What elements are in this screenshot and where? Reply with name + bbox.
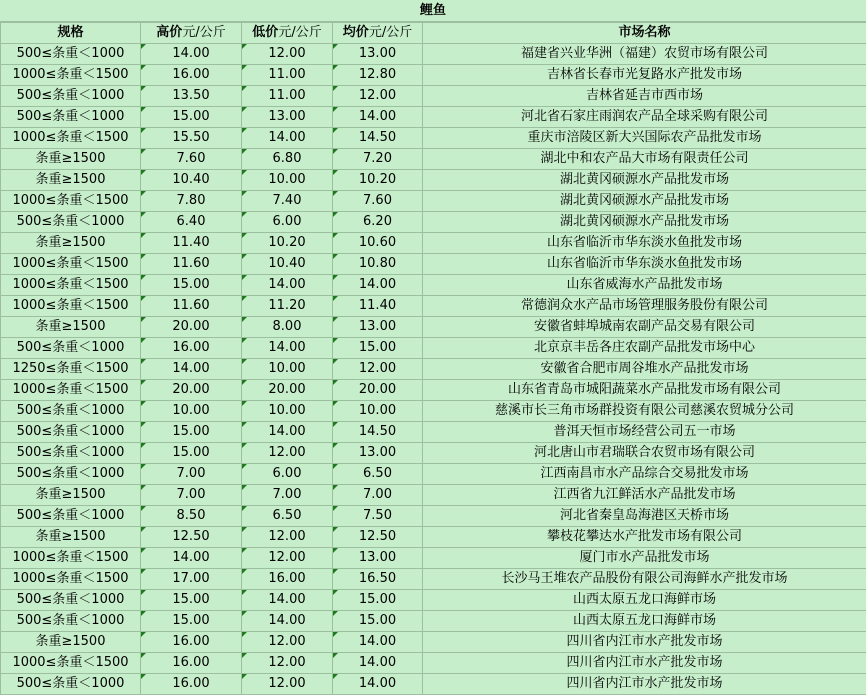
market-name-cell[interactable]: 攀枝花攀达水产批发市场有限公司: [423, 527, 866, 548]
header-market-name[interactable]: 市场名称: [423, 23, 866, 44]
market-name-cell[interactable]: 厦门市水产品批发市场: [423, 548, 866, 569]
high-price-cell[interactable]: 14.00: [141, 359, 242, 380]
spec-cell[interactable]: 条重≥1500: [1, 149, 141, 170]
spec-cell[interactable]: 1000≤条重＜1500: [1, 380, 141, 401]
avg-price-cell[interactable]: 12.00: [333, 86, 423, 107]
low-price-cell[interactable]: 12.00: [242, 443, 333, 464]
spec-cell[interactable]: 1000≤条重＜1500: [1, 191, 141, 212]
header-row: [1, 23, 866, 44]
high-price-cell[interactable]: 16.00: [141, 338, 242, 359]
avg-price-cell[interactable]: 12.50: [333, 527, 423, 548]
avg-price-cell[interactable]: 13.00: [333, 548, 423, 569]
spec-cell[interactable]: 1000≤条重＜1500: [1, 653, 141, 674]
low-price-cell[interactable]: 12.00: [242, 674, 333, 695]
avg-price-cell[interactable]: 10.20: [333, 170, 423, 191]
market-name-cell[interactable]: 北京京丰岳各庄农副产品批发市场中心: [423, 338, 866, 359]
low-price-cell[interactable]: 11.00: [242, 86, 333, 107]
low-price-cell[interactable]: 14.00: [242, 422, 333, 443]
market-name-cell[interactable]: 山东省威海水产品批发市场: [423, 275, 866, 296]
header-spec[interactable]: 规格: [1, 23, 141, 44]
high-price-cell[interactable]: 16.00: [141, 674, 242, 695]
avg-price-cell[interactable]: 13.00: [333, 317, 423, 338]
market-name-cell[interactable]: 山西太原五龙口海鲜市场: [423, 590, 866, 611]
market-name-cell[interactable]: 山东省临沂市华东淡水鱼批发市场: [423, 233, 866, 254]
spec-cell[interactable]: 500≤条重＜1000: [1, 86, 141, 107]
table-row: [1, 212, 866, 233]
avg-price-cell[interactable]: 15.00: [333, 611, 423, 632]
table-row: [1, 233, 866, 254]
low-price-cell[interactable]: 14.00: [242, 590, 333, 611]
table-row: [1, 506, 866, 527]
table-row: [1, 44, 866, 65]
high-price-cell[interactable]: 10.40: [141, 170, 242, 191]
spec-cell[interactable]: 条重≥1500: [1, 485, 141, 506]
market-name-cell[interactable]: 重庆市涪陵区新大兴国际农产品批发市场: [423, 128, 866, 149]
spec-cell[interactable]: 1000≤条重＜1500: [1, 128, 141, 149]
avg-price-cell[interactable]: 14.00: [333, 653, 423, 674]
low-price-cell[interactable]: 11.00: [242, 65, 333, 86]
market-name-cell[interactable]: 常德润众水产品市场管理服务股份有限公司: [423, 296, 866, 317]
header-avg-price[interactable]: 均价元/公斤: [333, 23, 423, 44]
table-row: [1, 254, 866, 275]
spec-cell[interactable]: 500≤条重＜1000: [1, 674, 141, 695]
table-row: [1, 107, 866, 128]
high-price-cell[interactable]: 7.00: [141, 485, 242, 506]
high-price-cell[interactable]: 20.00: [141, 380, 242, 401]
spec-cell[interactable]: 条重≥1500: [1, 233, 141, 254]
avg-price-cell[interactable]: 14.50: [333, 128, 423, 149]
table-row: [1, 485, 866, 506]
spec-cell[interactable]: 500≤条重＜1000: [1, 464, 141, 485]
avg-price-cell[interactable]: 10.60: [333, 233, 423, 254]
spec-cell[interactable]: 1250≤条重＜1500: [1, 359, 141, 380]
table-row: [1, 464, 866, 485]
spec-cell[interactable]: 条重≥1500: [1, 317, 141, 338]
low-price-cell[interactable]: 13.00: [242, 107, 333, 128]
spec-cell[interactable]: 500≤条重＜1000: [1, 212, 141, 233]
high-price-cell[interactable]: 12.50: [141, 527, 242, 548]
avg-price-cell[interactable]: 14.50: [333, 422, 423, 443]
market-name-cell[interactable]: 湖北黄冈硕源水产品批发市场: [423, 170, 866, 191]
market-name-cell[interactable]: 普洱天恒市场经营公司五一市场: [423, 422, 866, 443]
low-price-cell[interactable]: 14.00: [242, 275, 333, 296]
high-price-cell[interactable]: 20.00: [141, 317, 242, 338]
spec-cell[interactable]: 1000≤条重＜1500: [1, 65, 141, 86]
high-price-cell[interactable]: 14.00: [141, 44, 242, 65]
spec-cell[interactable]: 1000≤条重＜1500: [1, 275, 141, 296]
high-price-cell[interactable]: 11.40: [141, 233, 242, 254]
low-price-cell[interactable]: 20.00: [242, 380, 333, 401]
high-price-cell[interactable]: 16.00: [141, 65, 242, 86]
table-row: [1, 275, 866, 296]
table-row: [1, 170, 866, 191]
header-low-price[interactable]: 低价元/公斤: [242, 23, 333, 44]
avg-price-cell[interactable]: 20.00: [333, 380, 423, 401]
spec-cell[interactable]: 500≤条重＜1000: [1, 443, 141, 464]
market-name-cell[interactable]: 湖北中和农产品大市场有限责任公司: [423, 149, 866, 170]
avg-price-cell[interactable]: 14.00: [333, 632, 423, 653]
table-row: [1, 338, 866, 359]
table-row: [1, 359, 866, 380]
spec-cell[interactable]: 500≤条重＜1000: [1, 611, 141, 632]
high-price-cell[interactable]: 15.00: [141, 275, 242, 296]
high-price-cell[interactable]: 14.00: [141, 548, 242, 569]
market-name-cell[interactable]: 河北省秦皇岛海港区天桥市场: [423, 506, 866, 527]
low-price-cell[interactable]: 16.00: [242, 569, 333, 590]
spec-cell[interactable]: 1000≤条重＜1500: [1, 296, 141, 317]
market-name-cell[interactable]: 山东省青岛市城阳蔬菜水产品批发市场有限公司: [423, 380, 866, 401]
market-name-cell[interactable]: 四川省内江市水产批发市场: [423, 674, 866, 695]
high-price-cell[interactable]: 17.00: [141, 569, 242, 590]
sheet-title: 鲤鱼: [0, 0, 866, 22]
table-row: [1, 569, 866, 590]
avg-price-cell[interactable]: 12.00: [333, 359, 423, 380]
low-price-cell[interactable]: 11.20: [242, 296, 333, 317]
table-row: [1, 296, 866, 317]
avg-price-cell[interactable]: 13.00: [333, 443, 423, 464]
high-price-cell[interactable]: 15.00: [141, 611, 242, 632]
avg-price-cell[interactable]: 7.20: [333, 149, 423, 170]
high-price-cell[interactable]: 11.60: [141, 296, 242, 317]
high-price-cell[interactable]: 15.00: [141, 422, 242, 443]
low-price-cell[interactable]: 12.00: [242, 548, 333, 569]
high-price-cell[interactable]: 15.50: [141, 128, 242, 149]
market-name-cell[interactable]: 河北省石家庄雨润农产品全球采购有限公司: [423, 107, 866, 128]
market-name-cell[interactable]: 安徽省蚌埠城南农副产品交易有限公司: [423, 317, 866, 338]
avg-price-cell[interactable]: 12.80: [333, 65, 423, 86]
price-table: [0, 22, 866, 695]
low-price-cell[interactable]: 12.00: [242, 632, 333, 653]
table-row: [1, 674, 866, 695]
avg-price-cell[interactable]: 14.00: [333, 107, 423, 128]
avg-price-cell[interactable]: 7.50: [333, 506, 423, 527]
low-price-cell[interactable]: 14.00: [242, 611, 333, 632]
low-price-cell[interactable]: 7.00: [242, 485, 333, 506]
low-price-cell[interactable]: 12.00: [242, 44, 333, 65]
high-price-cell[interactable]: 6.40: [141, 212, 242, 233]
table-row: [1, 632, 866, 653]
spec-cell[interactable]: 500≤条重＜1000: [1, 590, 141, 611]
spec-cell[interactable]: 1000≤条重＜1500: [1, 548, 141, 569]
low-price-cell[interactable]: 6.00: [242, 464, 333, 485]
market-name-cell[interactable]: 河北唐山市君瑞联合农贸市场有限公司: [423, 443, 866, 464]
avg-price-cell[interactable]: 6.50: [333, 464, 423, 485]
market-name-cell[interactable]: 福建省兴业华洲（福建）农贸市场有限公司: [423, 44, 866, 65]
avg-price-cell[interactable]: 14.00: [333, 275, 423, 296]
market-name-cell[interactable]: 吉林省延吉市西市场: [423, 86, 866, 107]
spec-cell[interactable]: 500≤条重＜1000: [1, 506, 141, 527]
market-name-cell[interactable]: 湖北黄冈硕源水产品批发市场: [423, 212, 866, 233]
spec-cell[interactable]: 条重≥1500: [1, 527, 141, 548]
spec-cell[interactable]: 1000≤条重＜1500: [1, 254, 141, 275]
low-price-cell[interactable]: 10.20: [242, 233, 333, 254]
high-price-cell[interactable]: 16.00: [141, 653, 242, 674]
market-name-cell[interactable]: 江西省九江鲜活水产品批发市场: [423, 485, 866, 506]
high-price-cell[interactable]: 15.00: [141, 590, 242, 611]
low-price-cell[interactable]: 14.00: [242, 128, 333, 149]
low-price-cell[interactable]: 10.00: [242, 170, 333, 191]
low-price-cell[interactable]: 8.00: [242, 317, 333, 338]
high-price-cell[interactable]: 8.50: [141, 506, 242, 527]
spec-cell[interactable]: 500≤条重＜1000: [1, 422, 141, 443]
table-row: [1, 317, 866, 338]
spec-cell[interactable]: 1000≤条重＜1500: [1, 569, 141, 590]
avg-price-cell[interactable]: 15.00: [333, 590, 423, 611]
table-row: [1, 548, 866, 569]
low-price-cell[interactable]: 6.50: [242, 506, 333, 527]
market-name-cell[interactable]: 湖北黄冈硕源水产品批发市场: [423, 191, 866, 212]
table-row: [1, 149, 866, 170]
low-price-cell[interactable]: 6.00: [242, 212, 333, 233]
high-price-cell[interactable]: 10.00: [141, 401, 242, 422]
avg-price-cell[interactable]: 15.00: [333, 338, 423, 359]
market-name-cell[interactable]: 四川省内江市水产批发市场: [423, 653, 866, 674]
table-row: [1, 401, 866, 422]
spec-cell[interactable]: 500≤条重＜1000: [1, 401, 141, 422]
low-price-cell[interactable]: 10.00: [242, 401, 333, 422]
high-price-cell[interactable]: 7.80: [141, 191, 242, 212]
spec-cell[interactable]: 500≤条重＜1000: [1, 338, 141, 359]
market-name-cell[interactable]: 长沙马王堆农产品股份有限公司海鲜水产批发市场: [423, 569, 866, 590]
table-row: [1, 191, 866, 212]
market-name-cell[interactable]: 山东省临沂市华东淡水鱼批发市场: [423, 254, 866, 275]
market-name-cell[interactable]: 吉林省长春市光复路水产批发市场: [423, 65, 866, 86]
market-name-cell[interactable]: 慈溪市长三角市场群投资有限公司慈溪农贸城分公司: [423, 401, 866, 422]
market-name-cell[interactable]: 江西南昌市水产品综合交易批发市场: [423, 464, 866, 485]
table-row: [1, 590, 866, 611]
spec-cell[interactable]: 条重≥1500: [1, 632, 141, 653]
avg-price-cell[interactable]: 11.40: [333, 296, 423, 317]
table-row: [1, 653, 866, 674]
market-name-cell[interactable]: 安徽省合肥市周谷堆水产品批发市场: [423, 359, 866, 380]
spec-cell[interactable]: 500≤条重＜1000: [1, 44, 141, 65]
high-price-cell[interactable]: 16.00: [141, 632, 242, 653]
table-row: [1, 128, 866, 149]
avg-price-cell[interactable]: 14.00: [333, 674, 423, 695]
avg-price-cell[interactable]: 7.60: [333, 191, 423, 212]
high-price-cell[interactable]: 13.50: [141, 86, 242, 107]
low-price-cell[interactable]: 12.00: [242, 653, 333, 674]
low-price-cell[interactable]: 7.40: [242, 191, 333, 212]
avg-price-cell[interactable]: 10.00: [333, 401, 423, 422]
table-row: [1, 380, 866, 401]
high-price-cell[interactable]: 7.00: [141, 464, 242, 485]
avg-price-cell[interactable]: 10.80: [333, 254, 423, 275]
table-row: [1, 611, 866, 632]
high-price-cell[interactable]: 15.00: [141, 107, 242, 128]
high-price-cell[interactable]: 11.60: [141, 254, 242, 275]
low-price-cell[interactable]: 12.00: [242, 527, 333, 548]
low-price-cell[interactable]: 10.00: [242, 359, 333, 380]
low-price-cell[interactable]: 10.40: [242, 254, 333, 275]
avg-price-cell[interactable]: 7.00: [333, 485, 423, 506]
table-row: [1, 86, 866, 107]
market-name-cell[interactable]: 四川省内江市水产批发市场: [423, 632, 866, 653]
table-row: [1, 65, 866, 86]
header-high-price[interactable]: 高价元/公斤: [141, 23, 242, 44]
market-name-cell[interactable]: 山西太原五龙口海鲜市场: [423, 611, 866, 632]
avg-price-cell[interactable]: 6.20: [333, 212, 423, 233]
high-price-cell[interactable]: 15.00: [141, 443, 242, 464]
table-row: [1, 443, 866, 464]
high-price-cell[interactable]: 7.60: [141, 149, 242, 170]
spec-cell[interactable]: 500≤条重＜1000: [1, 107, 141, 128]
low-price-cell[interactable]: 14.00: [242, 338, 333, 359]
table-row: [1, 422, 866, 443]
table-row: [1, 527, 866, 548]
avg-price-cell[interactable]: 13.00: [333, 44, 423, 65]
low-price-cell[interactable]: 6.80: [242, 149, 333, 170]
avg-price-cell[interactable]: 16.50: [333, 569, 423, 590]
spec-cell[interactable]: 条重≥1500: [1, 170, 141, 191]
